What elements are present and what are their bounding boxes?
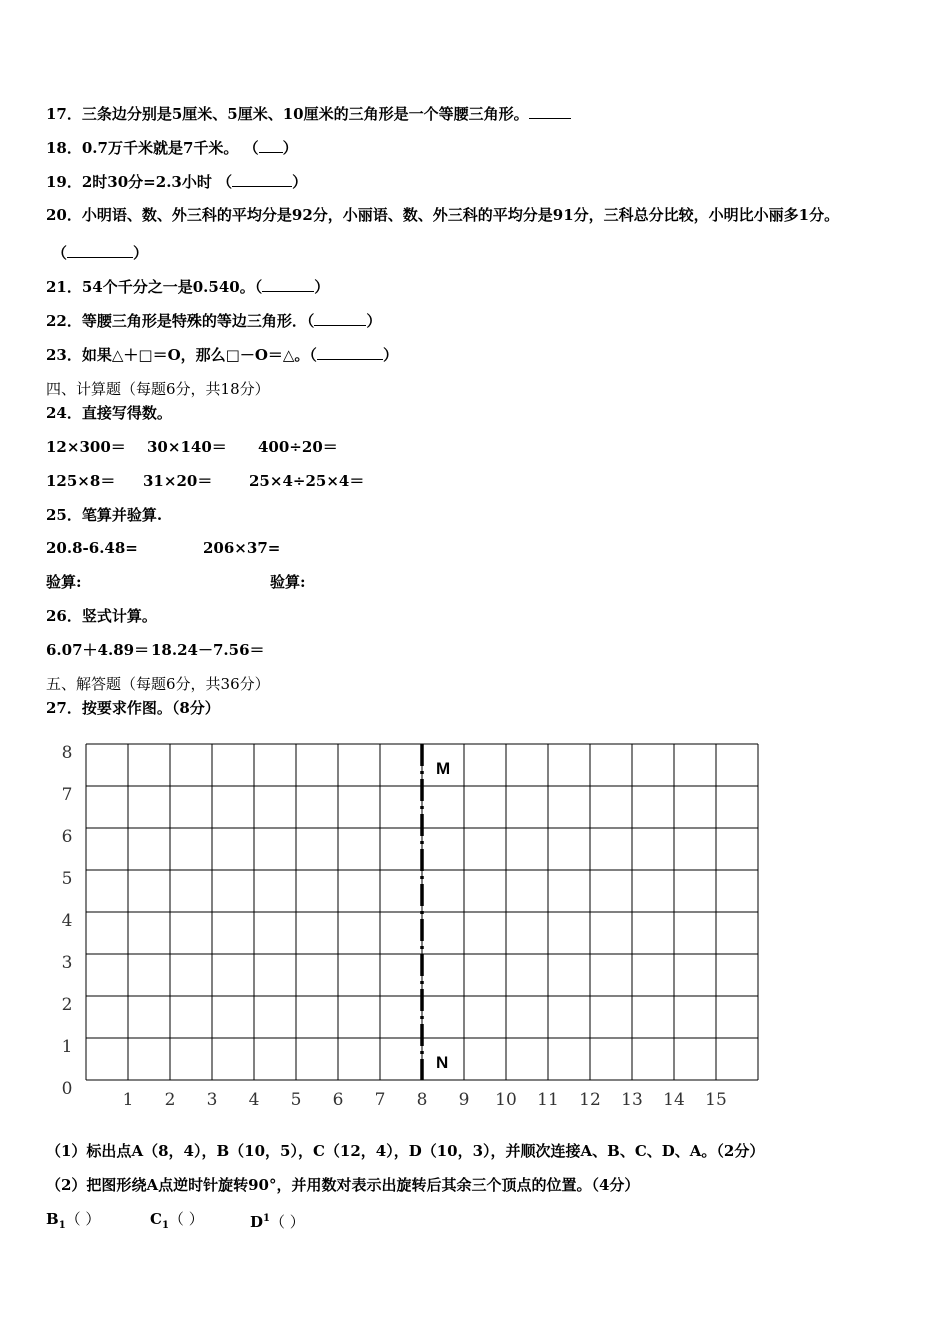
question-24-title: 24．直接写得数。 (46, 404, 172, 422)
calc-item: 125×8＝ (46, 472, 116, 490)
y-tick-label: 4 (61, 911, 73, 931)
x-tick-label: 4 (248, 1090, 260, 1110)
question-23: 23．如果△＋□＝O，那么□－O＝△。（ ） (46, 346, 398, 364)
calc-item: 400÷20＝ (258, 438, 338, 456)
point-n-label: N (436, 1053, 449, 1072)
x-axis-labels (123, 1090, 727, 1110)
question-20-answer: （ ） (52, 244, 149, 262)
coordinate-grid[interactable] (40, 730, 800, 1130)
answer-blank[interactable] (259, 137, 283, 153)
x-tick-label: 8 (416, 1090, 428, 1110)
y-tick-label: 0 (61, 1079, 73, 1099)
question-27-title: 27．按要求作图。（8分） (46, 699, 220, 717)
answer-blank[interactable] (67, 242, 133, 258)
question-26-title: 26．竖式计算。 (46, 607, 157, 625)
x-tick-label: 13 (621, 1090, 643, 1110)
written-calc: 20.8-6.48= (46, 539, 138, 557)
vertical-calc: 18.24－7.56＝ (151, 641, 265, 659)
calc-item: 31×20＝ (143, 472, 213, 490)
check-label: 验算: (46, 573, 82, 591)
check-label: 验算: (270, 573, 306, 591)
answer-blank[interactable] (232, 171, 292, 187)
y-tick-label: 2 (61, 995, 73, 1015)
x-tick-label: 12 (579, 1090, 601, 1110)
x-tick-label: 10 (495, 1090, 517, 1110)
question-19: 19．2时30分=2.3小时 （ ） (46, 173, 308, 191)
question-21: 21．54个千分之一是0.540。（ ） (46, 278, 330, 296)
x-tick-label: 14 (663, 1090, 685, 1110)
written-calc: 206×37= (203, 539, 281, 557)
x-tick-label: 2 (164, 1090, 176, 1110)
answer-b1[interactable]: $B_1$（ ） (46, 1210, 101, 1231)
calc-item: 30×140＝ (147, 438, 227, 456)
x-tick-label: 11 (537, 1090, 559, 1110)
y-tick-label: 1 (61, 1037, 73, 1057)
question-18: 18．0.7万千米就是7千米。 （ ） (46, 139, 298, 157)
question-20: 20．小明语、数、外三科的平均分是92分，小丽语、数、外三科的平均分是91分，三科总分比较，小明比小丽多1分。 (46, 206, 840, 224)
question-27-part-2: （2）把图形绕A点逆时针旋转90°，并用数对表示出旋转后其余三个顶点的位置。（4分） (46, 1176, 640, 1194)
x-tick-label: 3 (206, 1090, 218, 1110)
y-tick-label: 7 (61, 785, 73, 805)
question-25-title: 25．笔算并验算. (46, 506, 163, 524)
y-axis-labels (62, 743, 73, 1099)
answer-d1[interactable]: $D^1$（ ） (250, 1213, 305, 1231)
point-m-label: M (436, 759, 451, 778)
answer-blank[interactable] (529, 103, 571, 119)
x-tick-label: 1 (122, 1090, 134, 1110)
section-4-heading: 四、计算题（每题6分，共18分） (46, 380, 270, 398)
section-5-heading: 五、解答题（每题6分，共36分） (46, 675, 270, 693)
answer-blank[interactable] (317, 344, 383, 360)
question-27-part-1: （1）标出点A（8，4），B（10，5），C（12，4），D（10，3），并顺次连接A、B、C、D、A。（2分） (46, 1142, 765, 1160)
answer-blank[interactable] (262, 276, 314, 292)
x-tick-label: 7 (374, 1090, 386, 1110)
x-tick-label: 9 (458, 1090, 470, 1110)
calc-item: 12×300＝ (46, 438, 126, 456)
x-tick-label: 6 (332, 1090, 344, 1110)
vertical-calc: 6.07＋4.89＝ (46, 641, 150, 659)
question-22: 22．等腰三角形是特殊的等边三角形．（ ） (46, 312, 382, 330)
answer-c1[interactable]: $C_1$（ ） (150, 1210, 204, 1231)
x-tick-label: 15 (705, 1090, 727, 1110)
y-tick-label: 5 (61, 869, 73, 889)
x-tick-label: 5 (290, 1090, 302, 1110)
answer-blank[interactable] (314, 310, 366, 326)
calc-item: 25×4÷25×4＝ (249, 472, 365, 490)
y-tick-label: 3 (61, 953, 73, 973)
y-tick-label: 8 (61, 743, 73, 763)
question-17: 17．三条边分别是5厘米、5厘米、10厘米的三角形是一个等腰三角形。 (46, 103, 571, 124)
y-tick-label: 6 (61, 827, 73, 847)
